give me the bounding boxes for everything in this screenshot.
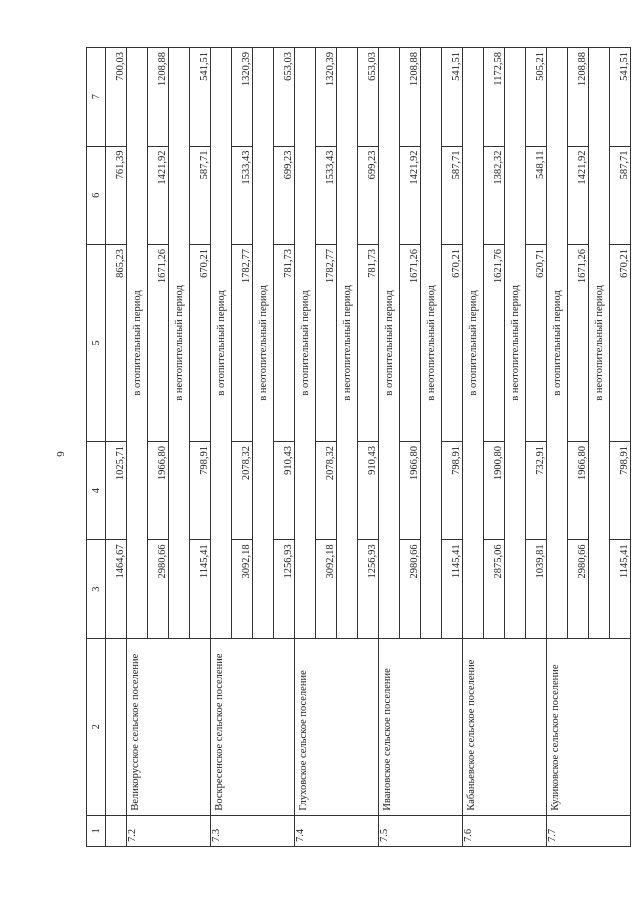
table-cell: 865,23	[106, 245, 127, 442]
table-cell: 653,03	[358, 48, 379, 147]
table-cell: 700,03	[106, 48, 127, 147]
table-cell: 798,91	[610, 441, 631, 539]
table-cell: 2980,66	[148, 540, 169, 638]
table-cell: 1900,80	[484, 441, 505, 539]
row-index: 7.3	[211, 815, 295, 846]
column-header: 4	[87, 441, 106, 539]
column-header: 3	[87, 540, 106, 638]
table-cell: 1671,26	[400, 245, 421, 442]
table-cell: 1464,67	[106, 540, 127, 638]
rotated-table-container	[86, 47, 631, 847]
period-row	[547, 48, 568, 847]
period-row	[127, 48, 148, 847]
period-label-heating: в отопительный период	[295, 48, 316, 639]
table-cell: 1533,43	[316, 146, 337, 244]
settlement-name: Куликовское сельское поселение	[547, 638, 631, 815]
table-cell: 781,73	[358, 245, 379, 442]
table-cell: 1320,39	[232, 48, 253, 147]
table-cell: 1039,81	[526, 540, 547, 638]
table-cell: 1421,92	[400, 146, 421, 244]
period-label-heating: в отопительный период	[463, 48, 484, 639]
column-header: 5	[87, 245, 106, 442]
table-cell: 781,73	[274, 245, 295, 442]
table-cell: 2078,32	[232, 441, 253, 539]
table-cell: 1421,92	[148, 146, 169, 244]
row-index: 7.5	[379, 815, 463, 846]
table-cell: 670,21	[442, 245, 463, 442]
header-row	[87, 48, 106, 847]
settlement-name: Воскресенское сельское поселение	[211, 638, 295, 815]
table-cell: 1256,93	[358, 540, 379, 638]
table-row	[106, 48, 127, 847]
table-cell: 732,91	[526, 441, 547, 539]
table-cell: 1025,71	[106, 441, 127, 539]
table-cell: 1966,80	[148, 441, 169, 539]
table-cell: 541,51	[610, 48, 631, 147]
table-cell: 1382,32	[484, 146, 505, 244]
table-cell: 1145,41	[190, 540, 211, 638]
period-label-heating: в отопительный период	[127, 48, 148, 639]
period-label-non-heating: в неотопительный период	[589, 48, 610, 639]
settlement-name: Великорусское сельское поселение	[127, 638, 211, 815]
period-label-non-heating: в неотопительный период	[169, 48, 190, 639]
table-cell: 1782,77	[232, 245, 253, 442]
table-cell: 2980,66	[568, 540, 589, 638]
table-cell: 699,23	[274, 146, 295, 244]
table-cell: 910,43	[274, 441, 295, 539]
table-cell: 1145,41	[610, 540, 631, 638]
table-cell: 587,71	[442, 146, 463, 244]
settlement-name: Ивановское сельское поселение	[379, 638, 463, 815]
table-cell: 1621,76	[484, 245, 505, 442]
table-cell: 1671,26	[568, 245, 589, 442]
tariff-table	[86, 47, 631, 847]
period-label-heating: в отопительный период	[211, 48, 232, 639]
period-row	[211, 48, 232, 847]
table-cell: 587,71	[190, 146, 211, 244]
table-cell: 2875,06	[484, 540, 505, 638]
table-cell: 1782,77	[316, 245, 337, 442]
period-label-non-heating: в неотопительный период	[253, 48, 274, 639]
period-label-heating: в отопительный период	[379, 48, 400, 639]
period-row	[463, 48, 484, 847]
table-cell: 670,21	[610, 245, 631, 442]
table-cell: 1671,26	[148, 245, 169, 442]
table-cell: 541,51	[190, 48, 211, 147]
table-cell: 587,71	[610, 146, 631, 244]
table-cell: 1208,88	[148, 48, 169, 147]
column-header: 2	[87, 638, 106, 815]
table-cell: 505,21	[526, 48, 547, 147]
period-label-non-heating: в неотопительный период	[505, 48, 526, 639]
table-cell: 670,21	[190, 245, 211, 442]
row-index: 7.6	[463, 815, 547, 846]
table-cell: 1320,39	[316, 48, 337, 147]
table-cell: 620,71	[526, 245, 547, 442]
table-cell: 1421,92	[568, 146, 589, 244]
table-cell: 699,23	[358, 146, 379, 244]
table-cell: 1533,43	[232, 146, 253, 244]
period-label-non-heating: в неотопительный период	[337, 48, 358, 639]
column-header: 6	[87, 146, 106, 244]
table-cell: 910,43	[358, 441, 379, 539]
table-cell: 1172,58	[484, 48, 505, 147]
row-index: 7.4	[295, 815, 379, 846]
page-number: 6	[54, 451, 66, 457]
table-cell: 541,51	[442, 48, 463, 147]
table-cell: 761,39	[106, 146, 127, 244]
column-header: 1	[87, 815, 106, 846]
table-cell: 3092,18	[316, 540, 337, 638]
column-header: 7	[87, 48, 106, 147]
table-cell: 548,11	[526, 146, 547, 244]
period-row	[379, 48, 400, 847]
table-cell: 1966,80	[400, 441, 421, 539]
table-cell: 1145,41	[442, 540, 463, 638]
period-label-non-heating: в неотопительный период	[421, 48, 442, 639]
period-label-heating: в отопительный период	[547, 48, 568, 639]
table-cell: 1966,80	[568, 441, 589, 539]
table-cell	[106, 638, 127, 815]
table-cell: 798,91	[190, 441, 211, 539]
table-cell: 1208,88	[568, 48, 589, 147]
table-cell: 1256,93	[274, 540, 295, 638]
table-cell: 653,03	[274, 48, 295, 147]
table-cell: 798,91	[442, 441, 463, 539]
table-cell: 2078,32	[316, 441, 337, 539]
row-index: 7.2	[127, 815, 211, 846]
settlement-name: Глуховское сельское поселение	[295, 638, 379, 815]
settlement-name: Кабаньевское сельское поселение	[463, 638, 547, 815]
table-cell: 1208,88	[400, 48, 421, 147]
table-cell	[106, 815, 127, 846]
table-cell: 2980,66	[400, 540, 421, 638]
row-index: 7.7	[547, 815, 631, 846]
table-cell: 3092,18	[232, 540, 253, 638]
period-row	[295, 48, 316, 847]
